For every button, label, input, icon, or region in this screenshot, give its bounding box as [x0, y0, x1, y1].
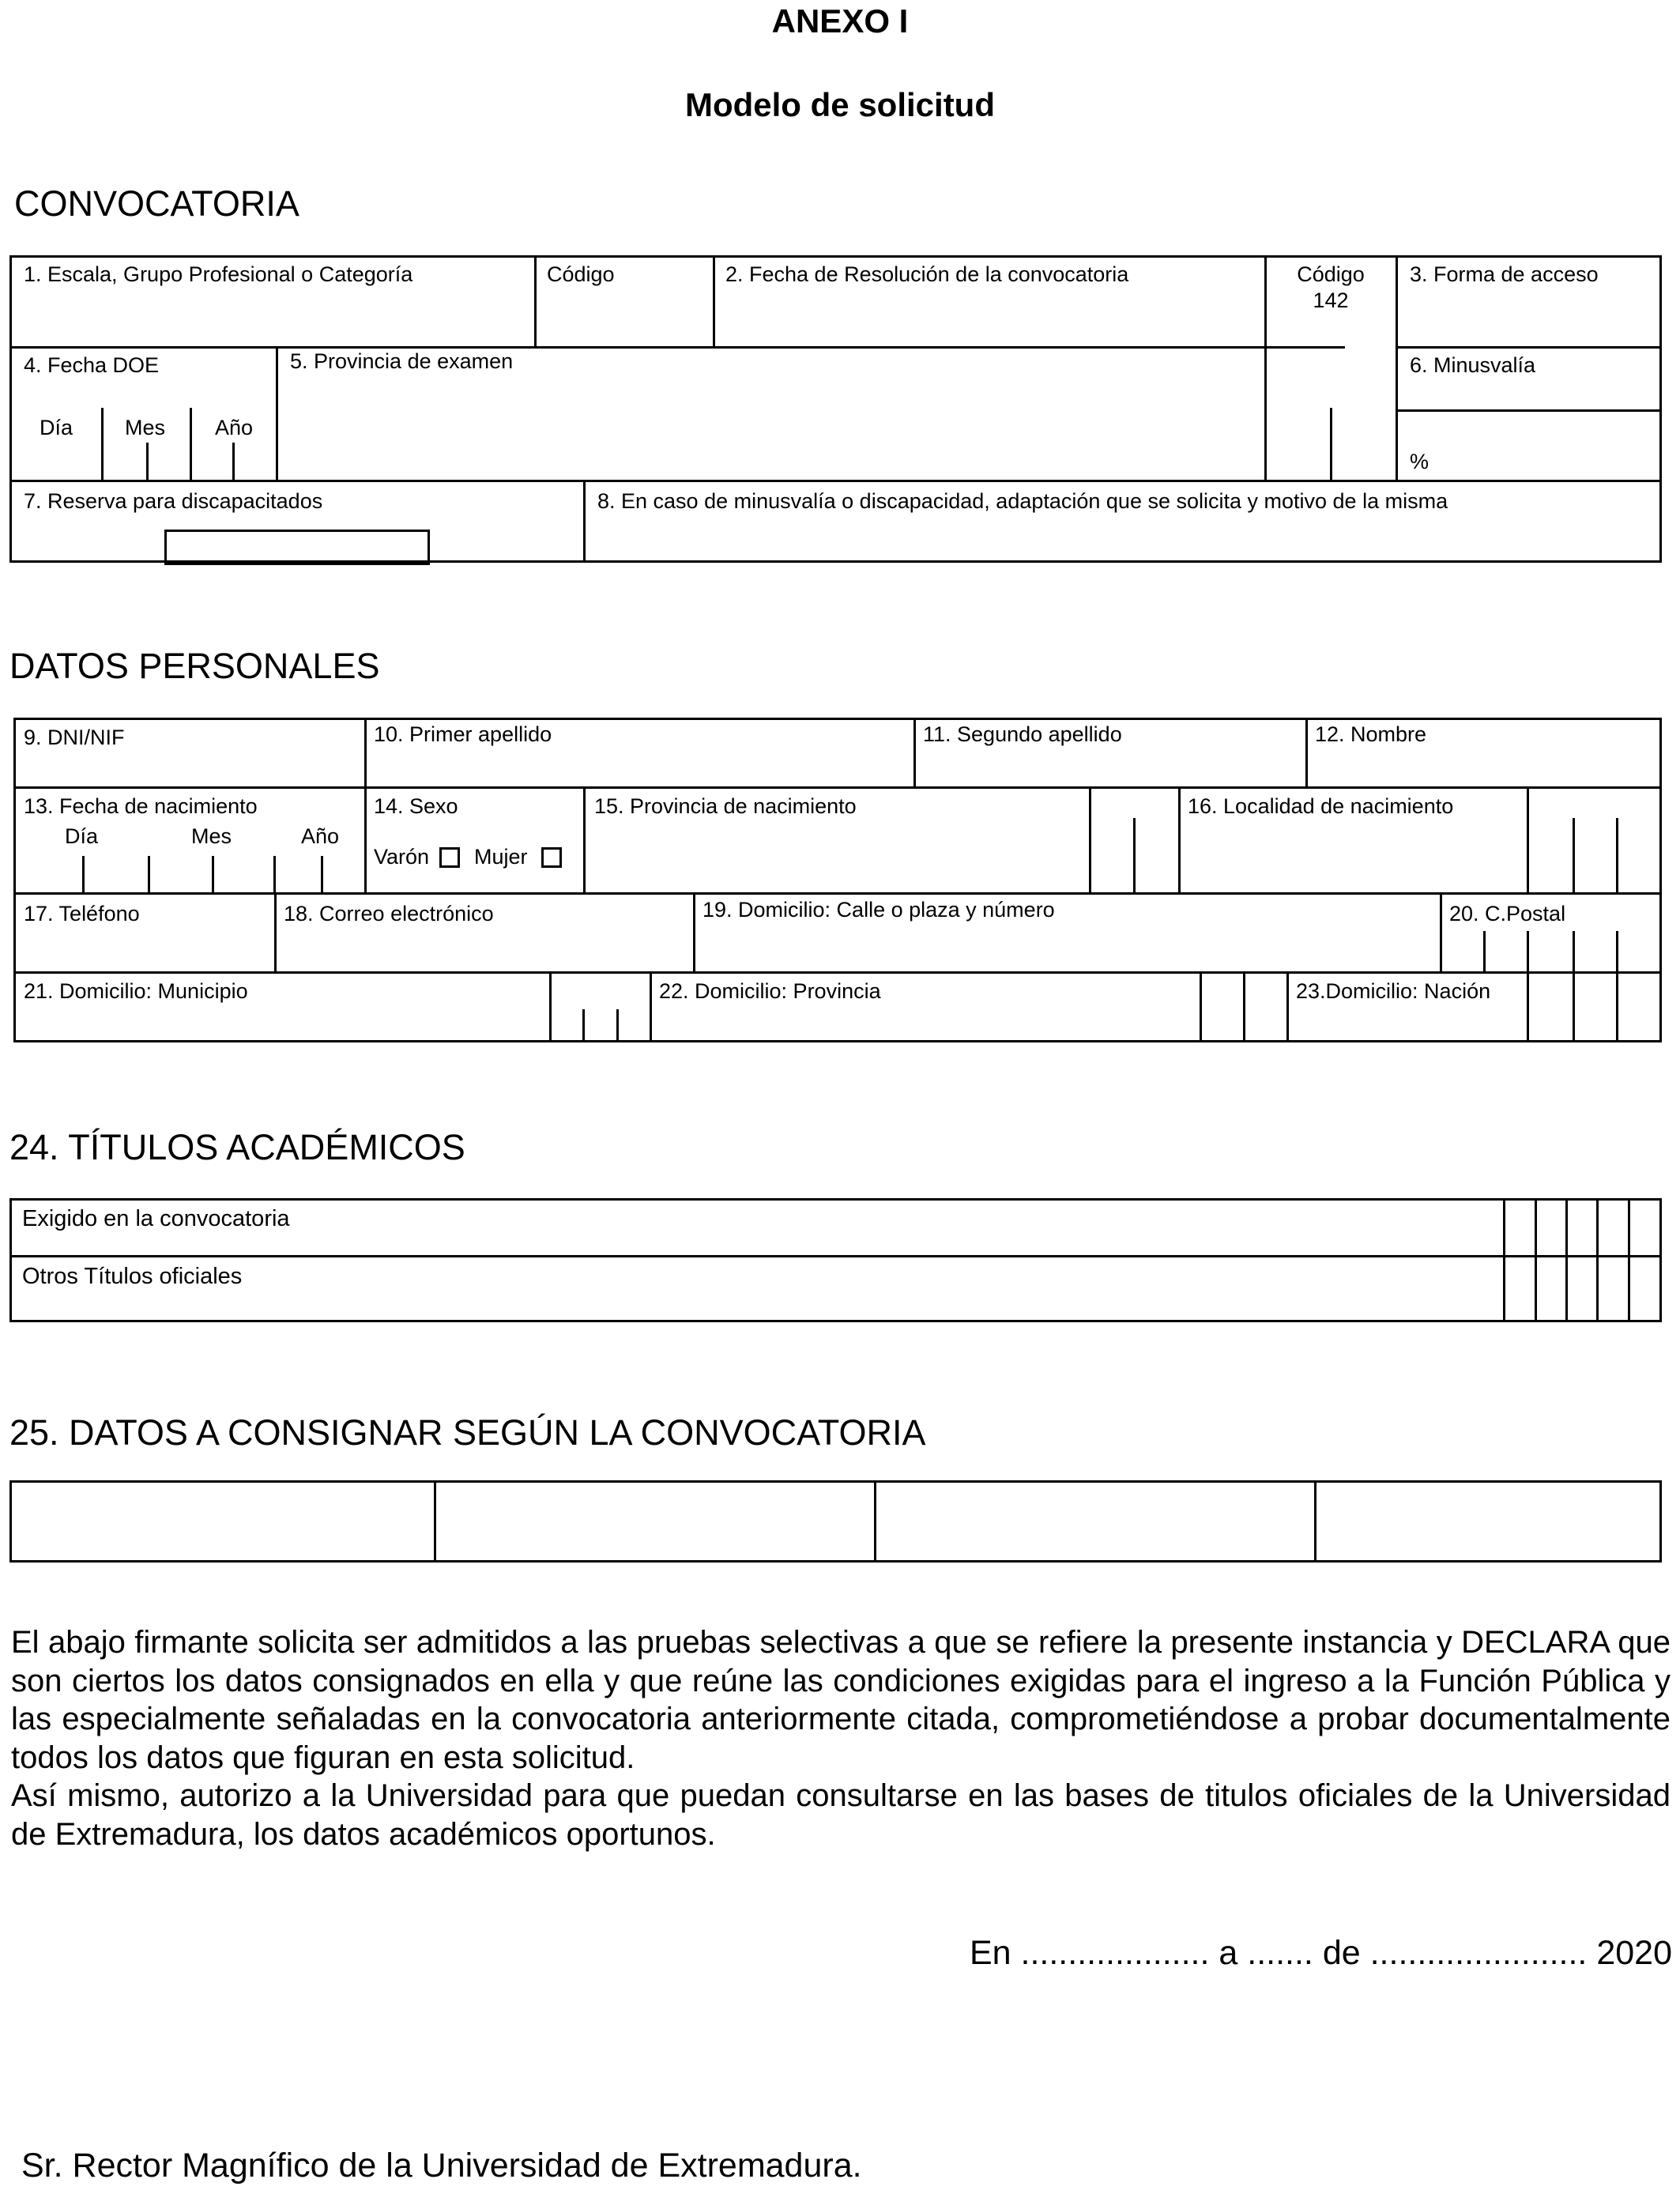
label-mes: Mes: [125, 416, 166, 439]
label-otros-titulos: Otros Títulos oficiales: [22, 1264, 243, 1289]
label-escala: 1. Escala, Grupo Profesional o Categoría: [24, 262, 413, 286]
label-domicilio-provincia: 22. Domicilio: Provincia: [659, 979, 881, 1003]
label-provincia-examen: 5. Provincia de examen: [290, 349, 514, 373]
label-codigo-2: Código: [1297, 262, 1365, 286]
percent-sign: %: [1410, 450, 1430, 473]
reserva-discapacitados-box[interactable]: [164, 530, 430, 565]
label-domicilio-nacion: 23.Domicilio: Nación: [1296, 979, 1491, 1003]
label-titulo-exigido: Exigido en la convocatoria: [22, 1206, 290, 1231]
date-place-line: En .................... a ....... de ....................... 2020: [969, 1934, 1672, 1972]
section-datos-consignar-heading: 25. DATOS A CONSIGNAR SEGÚN LA CONVOCATORIA: [9, 1412, 926, 1453]
section-datos-personales-heading: DATOS PERSONALES: [9, 646, 380, 686]
label-dni: 9. DNI/NIF: [24, 726, 125, 749]
datos-consignar-frame: [9, 1480, 1662, 1563]
annex-title: ANEXO I: [771, 2, 909, 40]
label-forma-acceso: 3. Forma de acceso: [1410, 262, 1599, 286]
label-domicilio-calle: 19. Domicilio: Calle o plaza y número: [703, 898, 1055, 922]
checkbox-varon[interactable]: [439, 847, 460, 868]
label-varon: Varón: [374, 845, 430, 869]
label-nombre: 12. Nombre: [1315, 722, 1427, 746]
label-correo: 18. Correo electrónico: [284, 902, 494, 925]
label-minusvalia: 6. Minusvalía: [1410, 353, 1536, 377]
label-domicilio-municipio: 21. Domicilio: Municipio: [24, 979, 248, 1003]
declaration-text: [11, 1623, 1671, 1853]
label-localidad-nacimiento: 16. Localidad de nacimiento: [1188, 794, 1454, 818]
section-titulos-heading: 24. TÍTULOS ACADÉMICOS: [9, 1127, 465, 1167]
label-primer-apellido: 10. Primer apellido: [374, 722, 552, 746]
label-segundo-apellido: 11. Segundo apellido: [923, 722, 1122, 746]
addressee: Sr. Rector Magnífico de la Universidad de Extremadura.: [21, 2147, 862, 2185]
label-fecha-nacimiento: 13. Fecha de nacimiento: [24, 794, 258, 818]
label-codigo-postal: 20. C.Postal: [1449, 902, 1566, 925]
label-nac-mes: Mes: [191, 824, 232, 848]
label-anio: Año: [215, 416, 254, 439]
label-nac-dia: Día: [65, 824, 99, 848]
declaration-paragraph-1: El abajo firmante solicita ser admitidos a las pruebas selectivas a que se refiere la presente instancia y DECLARA que son ciertos los datos consignados en ella y que reúne las condiciones exigidas para el ingreso a la Función Pública y las especialmente señaladas en la convocatoria anteriormente citada, comprometiéndose a probar documentalmente todos los datos que figuran en esta solicitud.: [11, 1625, 1671, 1775]
label-dia: Día: [40, 416, 73, 439]
label-codigo-1: Código: [547, 262, 615, 286]
label-adaptacion: 8. En caso de minusvalía o discapacidad, adaptación que se solicita y motivo de la misma: [597, 489, 1448, 513]
checkbox-mujer[interactable]: [541, 847, 562, 868]
label-reserva: 7. Reserva para discapacitados: [24, 489, 323, 513]
form-subtitle: Modelo de solicitud: [684, 86, 995, 123]
section-convocatoria-heading: CONVOCATORIA: [14, 183, 299, 224]
label-telefono: 17. Teléfono: [24, 902, 140, 925]
label-fecha-doe: 4. Fecha DOE: [24, 353, 160, 377]
declaration-paragraph-2: Así mismo, autorizo a la Universidad para que puedan consultarse en las bases de titulos oficiales de la Universidad de Extremadura, los datos académicos oportunos.: [11, 1778, 1671, 1852]
label-fecha-resolucion: 2. Fecha de Resolución de la convocatoria: [725, 262, 1129, 286]
label-provincia-nacimiento: 15. Provincia de nacimiento: [594, 794, 857, 818]
codigo-value: 142: [1313, 288, 1349, 312]
label-mujer: Mujer: [474, 845, 528, 869]
label-nac-anio: Año: [301, 824, 340, 848]
label-sexo: 14. Sexo: [374, 794, 458, 818]
